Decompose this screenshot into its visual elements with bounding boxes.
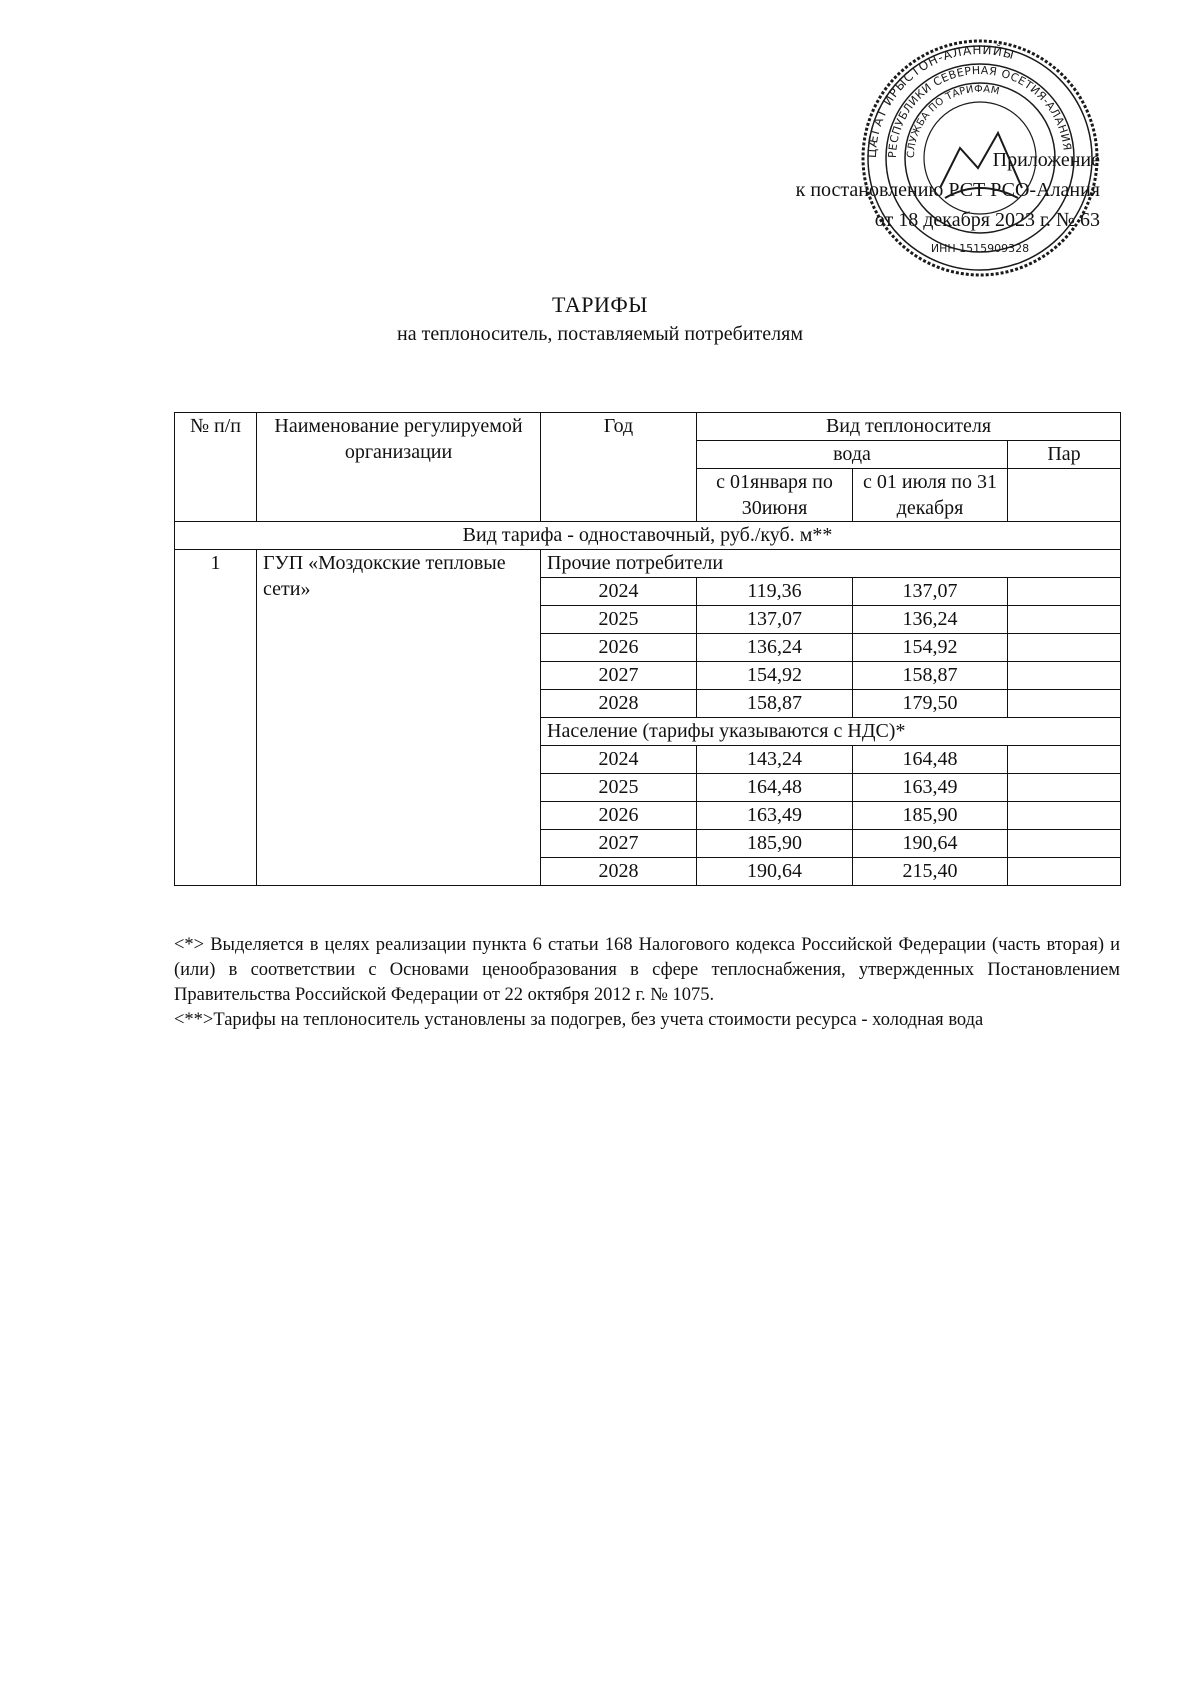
header-num: № п/п [175,413,257,522]
tariff-h1-cell: 154,92 [697,662,853,690]
tariff-h2-cell: 215,40 [853,858,1008,886]
header-steam-blank [1008,469,1121,522]
tariff-h1-cell: 163,49 [697,802,853,830]
year-cell: 2028 [541,690,697,718]
seal-inner-text: СЛУЖБА ПО ТАРИФАМ [905,83,1001,159]
organization-name: ГУП «Моздокские тепловые сети» [257,550,541,886]
year-cell: 2027 [541,662,697,690]
group-label: Прочие потребители [541,550,1121,578]
header-org: Наименование регулируемой организации [257,413,541,522]
footnote-vat: <*> Выделяется в целях реализации пункта 6 статьи 168 Налогового кодекса Российской Федерации (часть вторая) и (или) в соответствии с Основами ценообразования в сфере теплоснабжения, утвержденных Постановлением Правительства Российской Федерации от 22 октября 2012 г. № 1075. [174,935,1120,1005]
tariff-h2-cell: 164,48 [853,746,1008,774]
steam-cell [1008,774,1121,802]
steam-cell [1008,830,1121,858]
year-cell: 2026 [541,634,697,662]
header-period-1: с 01января по 30июня [697,469,853,522]
tariff-h1-cell: 158,87 [697,690,853,718]
tariff-h2-cell: 137,07 [853,578,1008,606]
tariff-h2-cell: 185,90 [853,802,1008,830]
tariff-h2-cell: 136,24 [853,606,1008,634]
steam-cell [1008,578,1121,606]
tariff-h2-cell: 154,92 [853,634,1008,662]
document-subtitle: на теплоноситель, поставляемый потребителям [397,323,803,345]
year-cell: 2026 [541,802,697,830]
document-title: ТАРИФЫ [552,292,648,317]
official-seal-icon [860,38,1100,278]
year-cell: 2027 [541,830,697,858]
steam-cell [1008,606,1121,634]
header-carrier-kind: Вид теплоносителя [697,413,1121,441]
header-water: вода [697,441,1008,469]
group-row [175,550,1121,578]
tariff-table [174,412,1121,886]
header-year: Год [541,413,697,522]
tariff-h2-cell: 179,50 [853,690,1008,718]
tariff-h2-cell: 158,87 [853,662,1008,690]
tariff-h1-cell: 137,07 [697,606,853,634]
seal-inn: ИНН 1515909328 [930,242,1030,255]
tariff-type-row [175,522,1121,550]
appendix-label: Приложение [992,149,1100,171]
seal-ring-text: РЕСПУБЛИКИ СЕВЕРНАЯ ОСЕТИЯ-АЛАНИЯ [885,63,1074,159]
steam-cell [1008,858,1121,886]
steam-cell [1008,662,1121,690]
row-number: 1 [175,550,257,886]
year-cell: 2025 [541,606,697,634]
steam-cell [1008,802,1121,830]
tariff-h2-cell: 190,64 [853,830,1008,858]
tariff-h1-cell: 143,24 [697,746,853,774]
year-cell: 2024 [541,746,697,774]
steam-cell [1008,634,1121,662]
header-row [175,413,1121,441]
header-steam: Пар [1008,441,1121,469]
tariff-h1-cell: 164,48 [697,774,853,802]
footnote-heating: <**>Тарифы на теплоноситель установлены за подогрев, без учета стоимости ресурса - холодная вода [174,1010,984,1030]
year-cell: 2024 [541,578,697,606]
seal-outer-text: ЦӔГАТ ИРЫСТОН-АЛАНИЙЫ [864,42,1017,159]
group-label: Население (тарифы указываются с НДС)* [541,718,1121,746]
tariff-type: Вид тарифа - одноставочный, руб./куб. м** [175,522,1121,550]
year-cell: 2028 [541,858,697,886]
steam-cell [1008,690,1121,718]
resolution-date: от 18 декабря 2023 г. № 63 [874,209,1100,231]
tariff-h1-cell: 136,24 [697,634,853,662]
tariff-h1-cell: 185,90 [697,830,853,858]
footnotes [174,933,1120,1033]
resolution-reference: к постановлению РСТ РСО-Алания [795,179,1100,201]
steam-cell [1008,746,1121,774]
tariff-h2-cell: 163,49 [853,774,1008,802]
year-cell: 2025 [541,774,697,802]
header-period-2: с 01 июля по 31 декабря [853,469,1008,522]
tariff-h1-cell: 119,36 [697,578,853,606]
tariff-h1-cell: 190,64 [697,858,853,886]
